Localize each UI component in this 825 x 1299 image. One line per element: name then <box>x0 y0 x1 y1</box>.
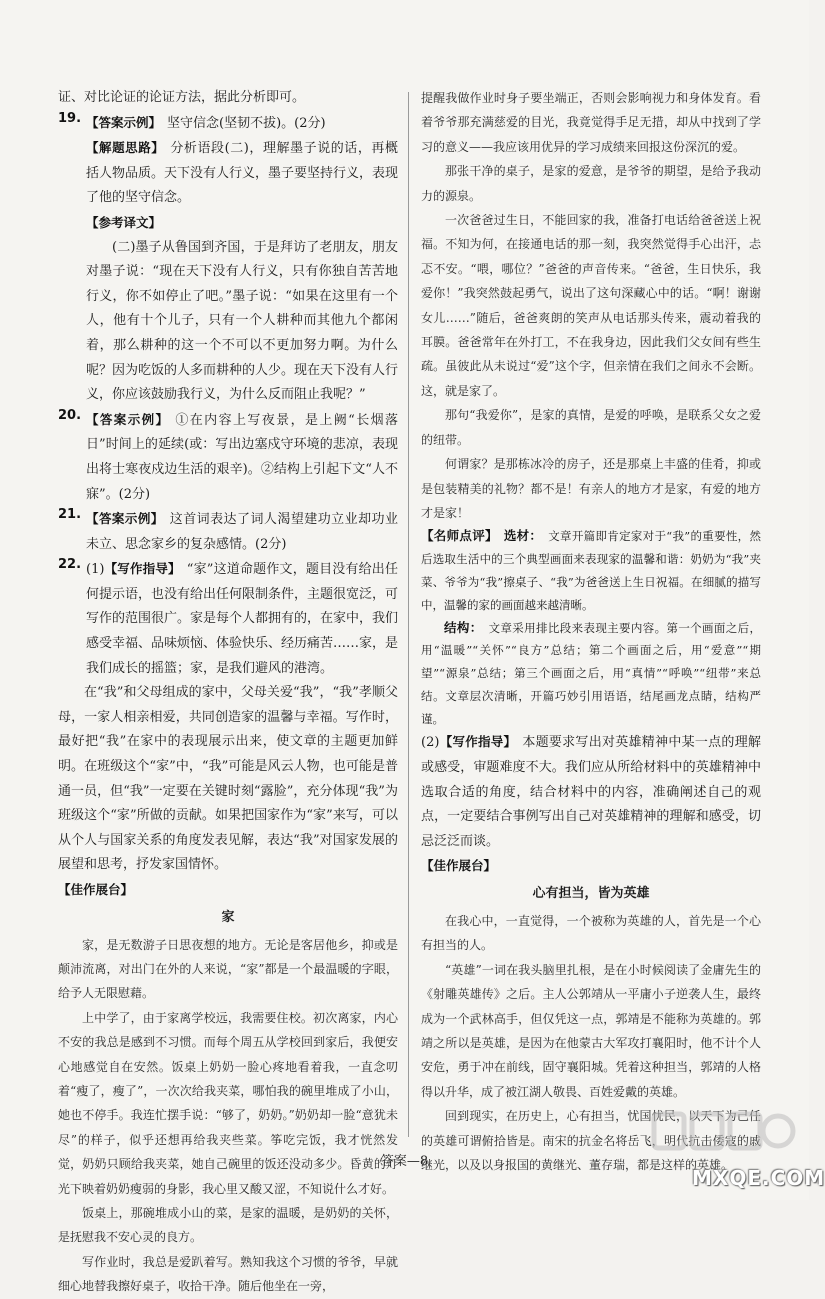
answer-tag: 【答案示例】 <box>86 511 164 527</box>
comment-tag: 【名师点评】 <box>421 528 498 544</box>
answer-text: 坚守信念(坚韧不拔)。(2分) <box>167 115 326 131</box>
question-number: 20. <box>58 407 82 423</box>
translation-tag: 【参考译文】 <box>86 214 162 230</box>
question-21 <box>58 507 398 557</box>
writing-guide-text: “家”这道命题作文，题目没有给出任何提示语，也没有给出任何限制条件，主题很宽泛，可写作的范围很广。家是每个人都拥有的，在家中，我们感受幸福、品味烦恼、体验快乐、经历痛苦……家，是我们成长的摇篮；家，是我们避风的港湾。 <box>86 562 399 676</box>
question-22 <box>58 557 398 681</box>
essay-paragraph: 回到现实，在历史上，心有担当，忧国忧民，以天下为己任的英雄可谓俯拾皆是。南宋的抗金名将岳飞，明代抗击倭寇的戚继光，以及以身报国的黄继光、董存瑞，都是这样的英雄。 <box>421 1109 761 1173</box>
comment-text: 文章采用排比段来表现主要内容。第一个画面之后，用“温暖”“关怀”“良方”总结；第二个画面之后，用“爱意”“期望”“源泉”总结；第三个画面之后，用“真情”“呼唤”“纽带”来总结。文章层次清晰，开篇巧妙引用语语，结尾画龙点睛，结构严谨。 <box>421 620 761 726</box>
watermark-text: MXQE.COM <box>692 1166 825 1190</box>
answer-tag: 【答案示例】 <box>86 411 170 427</box>
essay-paragraph: 在我心中，一直觉得，一个被称为英雄的人，首先是一个心有担当的人。 <box>421 914 761 953</box>
part-number: (1) <box>86 562 105 578</box>
essay-title: 家 <box>221 909 235 925</box>
right-column <box>421 86 761 1178</box>
essay-paragraph: 提醒我做作业时身子要坐端正，否则会影响视力和身体发育。看着爷爷那充满慈爱的目光，我竟觉得手足无措，却从中找到了学习的意义——我应该用优异的学习成绩来回报这份深沉的爱。 <box>421 91 761 154</box>
essay-paragraph: 那张干净的桌子，是家的爱意，是爷爷的期望，是给予我动力的源泉。 <box>421 164 761 203</box>
translation-text: (二)墨子从鲁国到齐国，于是拜访了老朋友，朋友对墨子说：“现在天下没有人行义，只有你独自苦苦地行义，你不如停止了吧。”墨子说：“如果在这里有一个人，他有十个儿子，只有一个人耕种而其他九个都闲着，那么耕种的这一个不可以不更加努力啊。为什么呢？因为吃饭的人多而耕种的人少。现在天下没有人行义，你应该鼓励我行义，为什么反而阻止我呢？” <box>86 239 399 403</box>
essay-paragraph: 家，是无数游子日思夜想的地方。无论是客居他乡，抑或是颠沛流离，对出门在外的人来说，“家”都是一个最温暖的字眼，给予人无限慰藉。 <box>58 937 398 1001</box>
question-number: 19. <box>58 110 82 126</box>
question-19 <box>58 111 398 408</box>
continued-line: 证、对比论证的论证方法，据此分析即可。 <box>58 90 306 105</box>
essay-paragraph: 那句“我爱你”，是家的真情，是爱的呼唤，是联系父女之爱的纽带。 <box>421 408 761 447</box>
essay-paragraph: 上中学了，由于家离学校远，我需要住校。初次离家，内心不安的我总是感到不习惯。而每个周五从学校回到家后，我便安心地感觉自在安然。饭桌上奶奶一脸心疼地看着我，一直念叨着“瘦了，瘦了”，一次次给我夹菜，哪怕我的碗里堆成了小山，她也不停手。我连忙摆手说：“够了，奶奶。”奶奶却一脸“意犹未尽”的样子，似乎还想再给我夹些菜。筝吃完饭，我才恍然发觉，奶奶只顾给我夹菜，她自己碗里的饭还没动多少。昏黄的灯光下映着奶奶瘦弱的身影，我心里又酸又涩，不知说什么才好。 <box>58 1010 398 1196</box>
essay-paragraph: 饭桌上，那碗堆成小山的菜，是家的温暖，是奶奶的关怀，是抚慰我不安心灵的良方。 <box>58 1206 398 1245</box>
writing-guide-tag: 【写作指导】 <box>104 561 181 577</box>
answer-text: 这首词表达了词人渴望建功立业却功业未立、思念家乡的复杂感情。(2分) <box>86 512 398 552</box>
comment-label: 结构： <box>444 619 483 635</box>
writing-guide-text: 本题要求写出对英雄精神中某一点的理解或感受，审题难度不大。我们应从所给材料中的英雄精神中选取合适的角度，结合材料中的内容，准确阐述自己的观点，一定要结合事例写出自己对英雄精神的理解和感受，切忌泛泛而谈。 <box>421 735 761 849</box>
essay-paragraph: 何谓家？是那栋冰冷的房子，还是那桌上丰盛的佳肴，抑或是包装精美的礼物？都不是！有亲人的地方才是家，有爱的地方才是家！ <box>421 457 761 520</box>
comment-text: 文章开篇即肯定家对于“我”的重要性，然后选取生活中的三个典型画面来表现家的温馨和谐：奶奶为“我”夹菜、爷爷为“我”擦桌子、“我”为爸爸送上生日祝福。在细腻的描写中，温馨的家的画面越来越清晰。 <box>421 529 761 612</box>
question-number: 22. <box>58 557 82 573</box>
writing-guide-paragraph: 在“我”和父母组成的家中，父母关爱“我”，“我”孝顺父母，一家人相亲相爱，共同创造家的温馨与幸福。写作时，最好把“我”在家中的表现展示出来，使文章的主题更加鲜明。在班级这个“家”中，“我”可能是风云人物，也可能是普通一员，但“我”一定要在关键时刻“露脸”，充分体现“我”为班级这个“家”所做的贡献。如果把国家作为“家”来写，可以从个人与国家关系的角度发表见解，表达“我”对国家发展的展望和思考，抒发家国情怀。 <box>58 685 398 873</box>
question-20 <box>58 408 398 507</box>
answer-tag: 【答案示例】 <box>86 114 162 130</box>
comment-label: 选材： <box>503 528 543 544</box>
essay-title: 心有担当，皆为英雄 <box>532 886 650 902</box>
showcase-tag: 【佳作展台】 <box>58 882 134 897</box>
essay-paragraph: 一次爸爸过生日，不能回家的我，准备打电话给爸爸送上祝福。不知为何，在接通电话的那一刻，我突然觉得手心出汗，忐忑不安。“喂，哪位？”爸爸的声音传来。“爸爸，生日快乐，我爱你！”我突然鼓起勇气，说出了这句深藏心中的话。“啊！谢谢女儿……”随后，爸爸爽朗的笑声从电话那头传来，震动着我的耳膜。爸爸常年在外打工，不在我身边，因此我们父女间有些生疏。虽彼此从未说过“爱”这个字，但亲情在我们之间永不会断。这，就是家了。 <box>421 213 761 398</box>
analysis-tag: 【解题思路】 <box>86 140 165 156</box>
showcase-tag: 【佳作展台】 <box>421 858 497 874</box>
left-column <box>58 86 398 1299</box>
essay-paragraph: “英雄”一词在我头脑里扎根，是在小时候阅读了金庸先生的《射雕英雄传》之后。主人公郭靖从一平庸小子逆袭人生，最终成为一个武林高手，但仅凭这一点，郭靖是不能称为英雄的。郭靖之所以是英雄，是因为在他蒙古大军攻打襄阳时，他不计个人安危，勇于冲在前线，固守襄阳城。凭着这种担当，郭靖的人格得以升华，成了被江湖人敬畏、百姓爱戴的英雄。 <box>421 962 761 1099</box>
column-divider <box>408 92 409 1137</box>
page-number: 答案—8 <box>380 1154 429 1169</box>
question-number: 21. <box>58 507 82 523</box>
writing-guide-tag: 【写作指导】 <box>439 734 517 750</box>
analysis-text: 分析语段(二)，理解墨子说的话，再概括人物品质。天下没有人行义，墨子要坚持行义，表现了他的坚守信念。 <box>86 141 399 206</box>
essay-paragraph: 写作业时，我总是爱趴着写。熟知我这个习惯的爷爷，早就细心地替我擦好桌子，收拾干净。随后他坐在一旁， <box>58 1254 398 1294</box>
part-number: (2) <box>421 735 440 751</box>
answer-text: ①在内容上写夜景，是上阙“长烟落日”时间上的延续(或：写出边塞戍守环境的悲凉，表现出将士寒夜戍边生活的艰辛)。②结构上引起下文“人不寐”。(2分) <box>86 412 398 502</box>
